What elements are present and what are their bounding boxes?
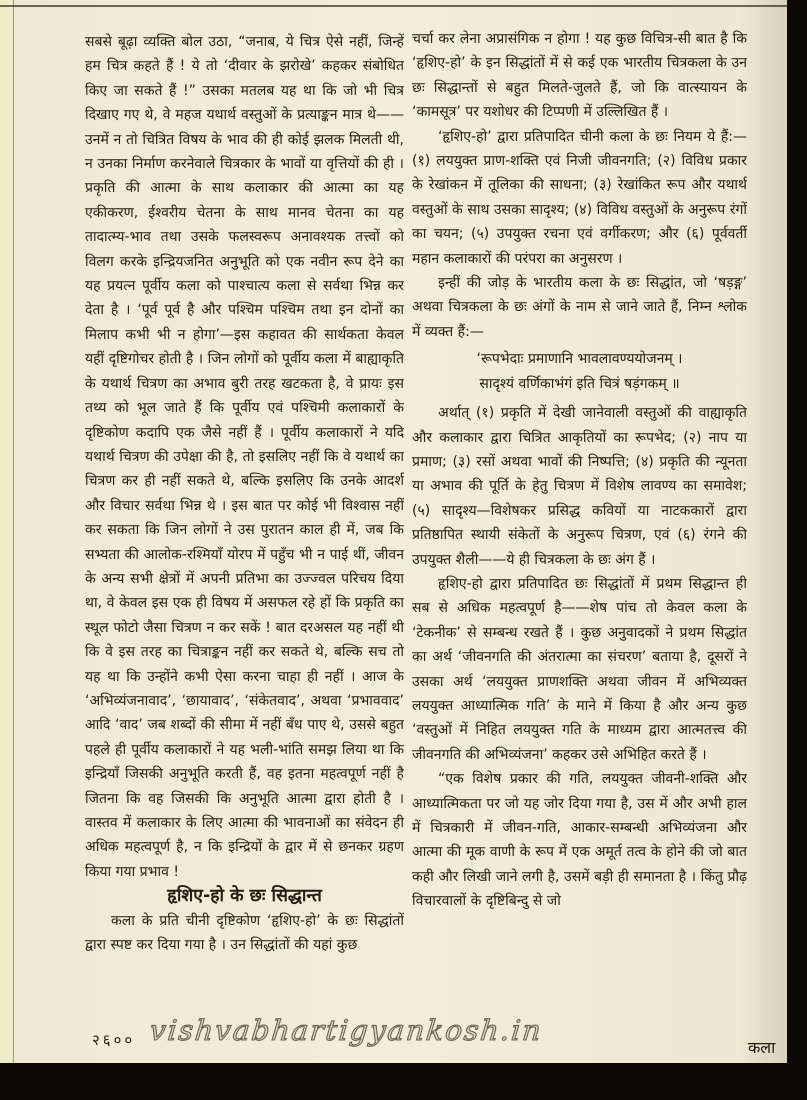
paragraph: अर्थात् (१) प्रकृति में देखी जानेवाली वस्तुओं की वाह्याकृति और कलाकार द्वारा चित्रित आकृतियों का रूपभेद; (२) नाप या प्रमाण; (३) रसों अथवा भावों की निष्पत्ति; (४) प्रकृति की न्यूनता या अभाव की पूर्ति के हेतु चित्रण में विशेष लावण्य का समावेश; (५) सादृश्य—विशेषकर प्रसिद्ध कवियों या नाटककारों द्वारा प्रतिष्ठापित स्थायी संकेतों के अनुरूप चित्रण, एवं (६) रंगने की उपयुक्त शैली——ये ही चित्रकला के छः अंग हैं । <box>412 405 747 568</box>
watermark: vishvabhartigyankosh.in <box>148 1014 545 1047</box>
paragraph: ‘हृशिए-हो’ द्वारा प्रतिपादित चीनी कला के छः नियम ये हैं:—(१) लययुक्त प्राण-शक्ति एवं निजी जीवनगति; (२) विविध प्रकार के रेखांकन में तूलिका की साधना; (३) रेखांकित रूप और यथार्थ वस्तुओं के साथ उसका सादृश्य; (४) विविध वस्तुओं के अनुरूप रंगों का चयन; (५) उपयुक्त रचना एवं वर्गीकरण; और (६) पूर्ववर्ती महान कलाकारों की परंपरा का अनुसरण । <box>412 128 747 267</box>
paragraph: हृशिए-हो द्वारा प्रतिपादित छः सिद्धांतों में प्रथम सिद्धान्त ही सब से अधिक महत्वपूर्ण है——शेष पांच तो केवल कला के ‘टेकनीक’ से सम्बन्ध रखते हैं । कुछ अनुवादकों ने प्रथम सिद्धांत का अर्थ ‘जीवनगति की अंतरात्मा का संचरण’ बताया है, दूसरों ने उसका अर्थ ‘लययुक्त प्राणशक्ति अथवा जीवन में अभिव्यक्त लययुक्त आध्यात्मिक गति’ के माने में किया है और अन्य कुछ ‘वस्तुओं में निहित लययुक्त गति के माध्यम द्वारा आत्मतत्त्व की जीवनगति की अभिव्यंजना’ कहकर उसे अभिहित करते हैं । <box>412 575 747 763</box>
continued-paragraph: सबसे बूढ़ा व्यक्ति बोल उठा, “जनाब, ये चित्र ऐसे नहीं, जिन्हें हम चित्र कहते हैं ! ये तो ‘दीवार के झरोखे’ कहकर संबोधित किए जा सकते हैं !” उसका मतलब यह था कि जो भी चित्र दिखाए गए थे, वे महज यथार्थ वस्तुओं के प्रत्याङ्कन मात्र थे——उनमें न तो चित्रित विषय के भाव की ही कोई झलक मिलती थी, न उनका निर्माण करनेवाले चित्रकार के भावों या वृत्तियों की ही । प्रकृति की आत्मा के साथ कलाकार की आत्मा का यह एकीकरण, ईश्वरीय चेतना के साथ मानव चेतना का यह तादात्म्य-भाव तथा उसके फलस्वरूप अनावश्यक तत्त्वों को विलग करके इन्द्रियजनित अनुभूति को एक नवीन रूप देने का यह प्रयत्न पूर्वीय कला को पाश्चात्य कला से सर्वथा भिन्न कर देता है । ‘पूर्व पूर्व है और पश्चिम पश्चिम तथा इन दोनों का मिलाप कभी भी न होगा’—इस कहावत की सार्थकता केवल यहीं दृष्टिगोचर होती है । जिन लोगों को पूर्वीय कला में बाह्याकृति के यथार्थ चित्रण का अभाव बुरी तरह खटकता है, वे प्रायः इस तथ्य को भूल जाते हैं कि पूर्वीय एवं पश्चिमी कलाकारों के दृष्टिकोण कदापि एक जैसे नहीं हैं । पूर्वीय कलाकारों ने यदि यथार्थ चित्रण की उपेक्षा की है, तो इसलिए नहीं कि वे यथार्थ का चित्रण कर ही नहीं सकते थे, बल्कि इसलिए कि उनके आदर्श और विचार सर्वथा भिन्न थे । इस बात पर कोई भी विश्वास नहीं कर सकता कि जिन लोगों ने उस पुरातन काल ही में, जब कि सभ्यता की आलोक-रश्मियाँ योरप में पहुँच भी न पाई थीं, जीवन के अन्य सभी क्षेत्रों में अपनी प्रतिभा का उज्ज्वल परिचय दिया था, वे केवल इस एक ही विषय में असफल रहे हों कि प्रकृति का स्थूल फोटो जैसा चित्रण न कर सकें ! बात दरअसल यह नहीं थी कि वे इस तरह का चित्राङ्कन नहीं कर सकते थे, बल्कि सच तो यह था कि उन्होंने कभी ऐसा करना चाहा ही नहीं । आज के ‘अभिव्यंजनावाद’, ‘छायावाद’, ‘संकेतवाद’, अथवा ‘प्रभाववाद’ आदि ‘वाद’ जब शब्दों की सीमा में नहीं बँध पाए थे, उससे बहुत पहले ही पूर्वीय कलाकारों ने यह भली-भांति समझ लिया था कि इन्द्रियाँ जिसकी अनुभूति करती हैं, वह इतना महत्वपूर्ण नहीं है जितना कि वह जिसकी कि अनुभूति आत्मा द्वारा होती है । वास्तव में कलाकार के लिए आत्मा की भावनाओं का संवेदन ही अधिक महत्वपूर्ण है, न कि इन्द्रियों के द्वार में से छनकर ग्रहण किया गया प्रभाव ! <box>85 34 404 880</box>
intro-paragraph: कला के प्रति चीनी दृष्टिकोण ‘हृशिए-हो’ के छः सिद्धांतों द्वारा स्पष्ट कर दिया गया है । उन सिद्धांतों की यहां कुछ <box>85 912 404 954</box>
bottom-scan-border <box>0 1063 807 1100</box>
right-text-column <box>412 27 747 1029</box>
paragraph: इन्हीं की जोड़ के भारतीय कला के छः सिद्धांत, जो ‘षड़ङ्ग’ अथवा चित्रकला के छः अंगों के नाम से जाने जाते हैं, निम्न श्लोक में व्यक्त हैं:— <box>412 275 747 340</box>
section-heading: हृशिए-हो के छः सिद्धान्त <box>167 886 322 907</box>
top-scan-edge-line <box>0 5 787 7</box>
page-number: २६०० <box>92 1031 136 1049</box>
shloka-verse <box>412 347 747 396</box>
verse-line-1: ‘रूपभेदाः प्रमाणानि भावलावण्ययोजनम् । <box>476 351 683 368</box>
paragraph: चर्चा कर लेना अप्रासंगिक न होगा ! यह कुछ विचित्र-सी बात है कि ‘हृशिए-हो’ के इन सिद्धांतों में से कई एक भारतीय चित्रकला के उन छः सिद्धान्तों से बहुत मिलते-जुलते हैं, जो कि वात्स्यायन के ‘कामसूत्र’ पर यशोधर की टिप्पणी में उल्लिखित हैं । <box>412 31 747 121</box>
right-scan-border <box>787 0 807 1100</box>
left-text-column <box>85 30 404 1025</box>
left-scan-edge-strip <box>0 0 14 1063</box>
running-title: कला <box>748 1038 776 1057</box>
paragraph: “एक विशेष प्रकार की गति, लययुक्त जीवनी-शक्ति और आध्यात्मिकता पर जो यह जोर दिया गया है, उस में और अभी हाल में चित्रकारी में जीवन-गति, आकार-सम्बन्धी अभिव्यंजना और आत्मा की मूक वाणी के रूप में एक अमूर्त तत्व के होने की जो बात कही और लिखी जाने लगी है, उसमें बड़ी ही समानता है । किंतु प्रौढ़ विचारवालों के दृष्टिबिन्दु से जो <box>412 771 747 910</box>
verse-line-2: सादृश्यं वर्णिकाभंगं इति चित्रं षड़ंगकम् ॥ <box>479 375 680 392</box>
